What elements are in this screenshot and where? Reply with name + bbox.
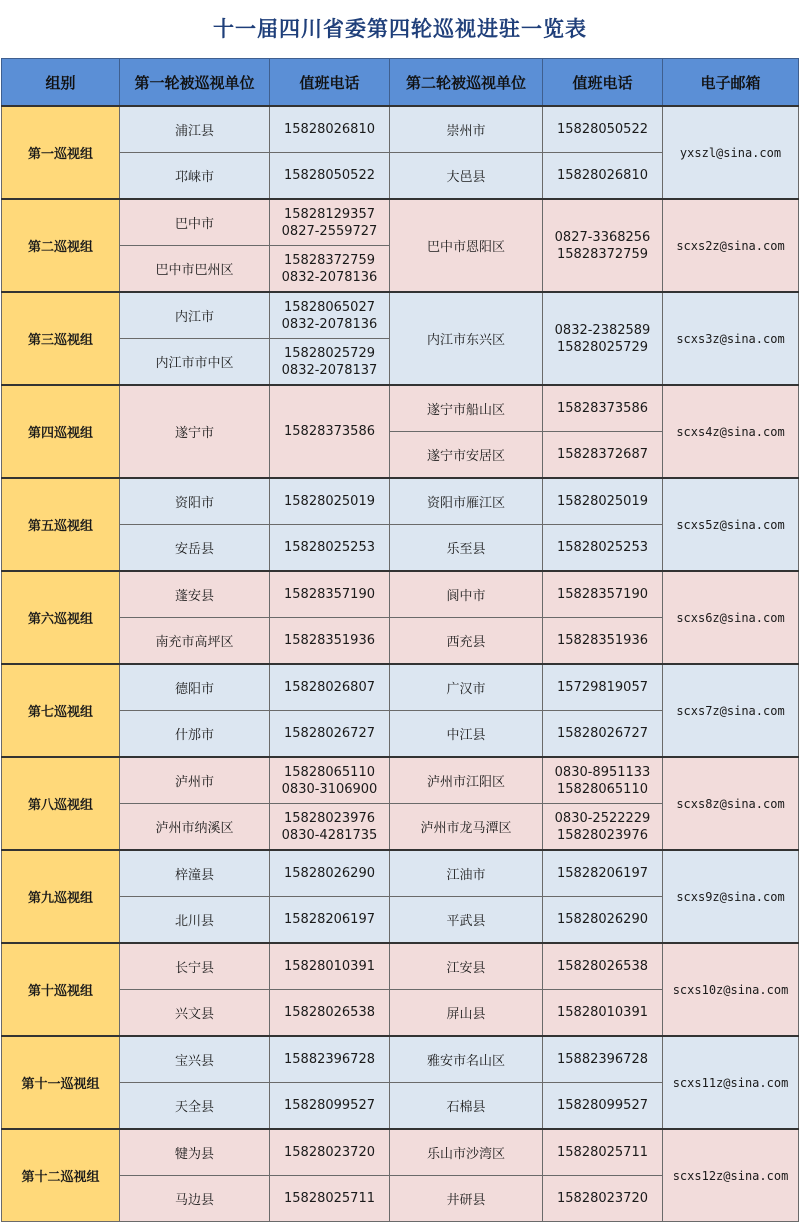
r1-phone-cell	[270, 664, 390, 711]
r1-unit: 资阳市	[120, 478, 270, 525]
r1-unit: 内江市市中区	[120, 339, 270, 386]
r1-phone-cell	[270, 199, 390, 246]
r1-unit: 兴文县	[120, 990, 270, 1037]
r1-phone-cell	[270, 850, 390, 897]
r1-phone-cell	[270, 1083, 390, 1130]
r1-phone-cell	[270, 804, 390, 851]
r2-unit: 西充县	[390, 618, 543, 665]
r2-unit: 巴中市恩阳区	[390, 199, 543, 292]
group-name: 第九巡视组	[2, 850, 120, 943]
phone-number: 15828351936	[557, 633, 648, 648]
phone-number: 15828023976	[284, 810, 375, 826]
r1-phone-cell	[270, 711, 390, 758]
r1-unit: 马边县	[120, 1176, 270, 1222]
r2-phone-cell	[543, 432, 663, 479]
r2-phone-cell	[543, 385, 663, 432]
phone-number: 0832-2078136	[281, 316, 378, 332]
r1-phone-cell	[270, 990, 390, 1037]
r2-unit: 遂宁市船山区	[390, 385, 543, 432]
r1-unit: 泸州市	[120, 757, 270, 804]
table-row	[2, 571, 799, 618]
phone-number: 15828025729	[284, 345, 375, 361]
group-name: 第二巡视组	[2, 199, 120, 292]
group-name: 第三巡视组	[2, 292, 120, 385]
phone-number: 15828206197	[284, 912, 375, 927]
r1-phone-cell	[270, 106, 390, 153]
r2-phone-cell	[543, 525, 663, 572]
phone-number: 0830-2522229	[554, 810, 651, 826]
r2-unit: 江油市	[390, 850, 543, 897]
phone-number: 15828026538	[284, 1005, 375, 1020]
phone-number: 15828372759	[284, 252, 375, 268]
r2-unit: 崇州市	[390, 106, 543, 153]
r2-phone-cell	[543, 711, 663, 758]
phone-number: 15828026727	[284, 726, 375, 741]
r2-phone-cell	[543, 850, 663, 897]
r1-unit: 什邡市	[120, 711, 270, 758]
header-round2-phone: 值班电话	[543, 59, 663, 107]
r2-phone-cell	[543, 106, 663, 153]
r2-phone-cell	[543, 292, 663, 385]
phone-number: 15828129357	[284, 206, 375, 222]
phone-number: 0832-2078137	[281, 362, 378, 378]
r2-unit: 广汉市	[390, 664, 543, 711]
group-name: 第四巡视组	[2, 385, 120, 478]
header-group: 组别	[2, 59, 120, 107]
phone-number: 15828025711	[557, 1145, 648, 1160]
email-cell: scxs8z@sina.com	[663, 757, 799, 850]
phone-number: 0827-3368256	[554, 229, 651, 245]
group-name: 第十二巡视组	[2, 1129, 120, 1222]
r1-unit: 天全县	[120, 1083, 270, 1130]
r2-phone-cell	[543, 1176, 663, 1222]
r1-unit: 梓潼县	[120, 850, 270, 897]
table-row	[2, 106, 799, 153]
group-name: 第七巡视组	[2, 664, 120, 757]
r2-phone-cell	[543, 1129, 663, 1176]
phone-number: 15828023720	[557, 1191, 648, 1206]
r2-unit: 乐至县	[390, 525, 543, 572]
table-row	[2, 757, 799, 804]
phone-number: 15828025019	[284, 494, 375, 509]
r2-phone-cell	[543, 618, 663, 665]
email-cell: scxs3z@sina.com	[663, 292, 799, 385]
r1-phone-cell	[270, 618, 390, 665]
r1-unit: 安岳县	[120, 525, 270, 572]
group-name: 第八巡视组	[2, 757, 120, 850]
page-title: 十一届四川省委第四轮巡视进驻一览表	[213, 17, 587, 41]
phone-number: 15729819057	[557, 680, 648, 695]
r1-unit: 内江市	[120, 292, 270, 339]
r2-unit: 井研县	[390, 1176, 543, 1222]
r1-phone-cell	[270, 571, 390, 618]
header-round1-unit: 第一轮被巡视单位	[120, 59, 270, 107]
table-row	[2, 478, 799, 525]
phone-number: 15828357190	[557, 587, 648, 602]
phone-number: 15828010391	[557, 1005, 648, 1020]
r1-unit: 泸州市纳溪区	[120, 804, 270, 851]
phone-number: 15828357190	[284, 587, 375, 602]
r2-phone-cell	[543, 757, 663, 804]
phone-number: 15828026807	[284, 680, 375, 695]
table-row	[2, 850, 799, 897]
r1-phone-cell	[270, 943, 390, 990]
r1-phone-cell	[270, 1129, 390, 1176]
r1-phone-cell	[270, 1176, 390, 1222]
r1-phone-cell	[270, 1036, 390, 1083]
phone-number: 15828372687	[557, 447, 648, 462]
email-cell: scxs12z@sina.com	[663, 1129, 799, 1222]
r1-unit: 巴中市	[120, 199, 270, 246]
r1-unit: 遂宁市	[120, 385, 270, 478]
r1-phone-cell	[270, 153, 390, 200]
group-name: 第六巡视组	[2, 571, 120, 664]
r2-unit: 平武县	[390, 897, 543, 944]
r1-unit: 德阳市	[120, 664, 270, 711]
table-row	[2, 943, 799, 990]
r1-phone-cell	[270, 246, 390, 293]
r2-phone-cell	[543, 199, 663, 292]
phone-number: 15828099527	[284, 1098, 375, 1113]
r1-unit: 南充市高坪区	[120, 618, 270, 665]
r1-unit: 邛崃市	[120, 153, 270, 200]
table-row	[2, 1036, 799, 1083]
phone-number: 15828065110	[557, 781, 648, 797]
email-cell: yxszl@sina.com	[663, 106, 799, 199]
phone-number: 15828373586	[284, 424, 375, 439]
phone-number: 15828026290	[284, 866, 375, 881]
phone-number: 15828026810	[557, 168, 648, 183]
phone-number: 0827-2559727	[281, 223, 378, 239]
r2-unit: 资阳市雁江区	[390, 478, 543, 525]
phone-number: 15828026290	[557, 912, 648, 927]
r2-unit: 江安县	[390, 943, 543, 990]
r2-unit: 阆中市	[390, 571, 543, 618]
r2-unit: 屏山县	[390, 990, 543, 1037]
r2-unit: 中江县	[390, 711, 543, 758]
r1-phone-cell	[270, 525, 390, 572]
table-body	[2, 106, 799, 1222]
r2-unit: 乐山市沙湾区	[390, 1129, 543, 1176]
r1-phone-cell	[270, 897, 390, 944]
r1-unit: 长宁县	[120, 943, 270, 990]
table-row	[2, 292, 799, 339]
r2-unit: 大邑县	[390, 153, 543, 200]
phone-number: 15828025729	[557, 339, 648, 355]
phone-number: 15828206197	[557, 866, 648, 881]
phone-number: 0832-2078136	[281, 269, 378, 285]
table-row	[2, 385, 799, 432]
r1-unit: 北川县	[120, 897, 270, 944]
r2-unit: 泸州市江阳区	[390, 757, 543, 804]
r1-unit: 巴中市巴州区	[120, 246, 270, 293]
phone-number: 15828025253	[284, 540, 375, 555]
r1-phone-cell	[270, 385, 390, 478]
r2-phone-cell	[543, 943, 663, 990]
r2-phone-cell	[543, 153, 663, 200]
email-cell: scxs10z@sina.com	[663, 943, 799, 1036]
r2-phone-cell	[543, 1083, 663, 1130]
phone-number: 15828023976	[557, 827, 648, 843]
phone-number: 15828373586	[557, 401, 648, 416]
r2-phone-cell	[543, 571, 663, 618]
r1-unit: 犍为县	[120, 1129, 270, 1176]
r2-phone-cell	[543, 478, 663, 525]
r2-unit: 遂宁市安居区	[390, 432, 543, 479]
phone-number: 15882396728	[557, 1052, 648, 1067]
r2-phone-cell	[543, 804, 663, 851]
phone-number: 15828026727	[557, 726, 648, 741]
table-row	[2, 664, 799, 711]
phone-number: 15828050522	[557, 122, 648, 137]
phone-number: 15828065110	[284, 764, 375, 780]
phone-number: 15828099527	[557, 1098, 648, 1113]
group-name: 第十一巡视组	[2, 1036, 120, 1129]
phone-number: 0830-4281735	[281, 827, 378, 843]
r1-phone-cell	[270, 292, 390, 339]
r2-phone-cell	[543, 990, 663, 1037]
group-name: 第五巡视组	[2, 478, 120, 571]
phone-number: 15828065027	[284, 299, 375, 315]
phone-number: 15828372759	[557, 246, 648, 262]
r1-phone-cell	[270, 339, 390, 386]
phone-number: 15828351936	[284, 633, 375, 648]
email-cell: scxs7z@sina.com	[663, 664, 799, 757]
group-name: 第十巡视组	[2, 943, 120, 1036]
phone-number: 15828023720	[284, 1145, 375, 1160]
phone-number: 15828026810	[284, 122, 375, 137]
phone-number: 0830-3106900	[281, 781, 378, 797]
r1-unit: 蓬安县	[120, 571, 270, 618]
table-row	[2, 199, 799, 246]
phone-number: 15828026538	[557, 959, 648, 974]
email-cell: scxs5z@sina.com	[663, 478, 799, 571]
r2-phone-cell	[543, 664, 663, 711]
header-round2-unit: 第二轮被巡视单位	[390, 59, 543, 107]
phone-number: 15828010391	[284, 959, 375, 974]
phone-number: 15882396728	[284, 1052, 375, 1067]
r1-phone-cell	[270, 757, 390, 804]
inspection-table	[1, 58, 799, 1222]
r2-phone-cell	[543, 1036, 663, 1083]
header-round1-phone: 值班电话	[270, 59, 390, 107]
group-name: 第一巡视组	[2, 106, 120, 199]
r2-unit: 石棉县	[390, 1083, 543, 1130]
r2-unit: 泸州市龙马潭区	[390, 804, 543, 851]
phone-number: 0830-8951133	[554, 764, 651, 780]
email-cell: scxs2z@sina.com	[663, 199, 799, 292]
email-cell: scxs9z@sina.com	[663, 850, 799, 943]
header-email: 电子邮箱	[663, 59, 799, 107]
phone-number: 15828050522	[284, 168, 375, 183]
r1-phone-cell	[270, 478, 390, 525]
r2-phone-cell	[543, 897, 663, 944]
table-row	[2, 1129, 799, 1176]
phone-number: 15828025711	[284, 1191, 375, 1206]
phone-number: 15828025253	[557, 540, 648, 555]
r2-unit: 雅安市名山区	[390, 1036, 543, 1083]
email-cell: scxs6z@sina.com	[663, 571, 799, 664]
email-cell: scxs4z@sina.com	[663, 385, 799, 478]
email-cell: scxs11z@sina.com	[663, 1036, 799, 1129]
r2-unit: 内江市东兴区	[390, 292, 543, 385]
header-row	[2, 59, 799, 107]
r1-unit: 宝兴县	[120, 1036, 270, 1083]
r1-unit: 浦江县	[120, 106, 270, 153]
phone-number: 15828025019	[557, 494, 648, 509]
phone-number: 0832-2382589	[554, 322, 651, 338]
